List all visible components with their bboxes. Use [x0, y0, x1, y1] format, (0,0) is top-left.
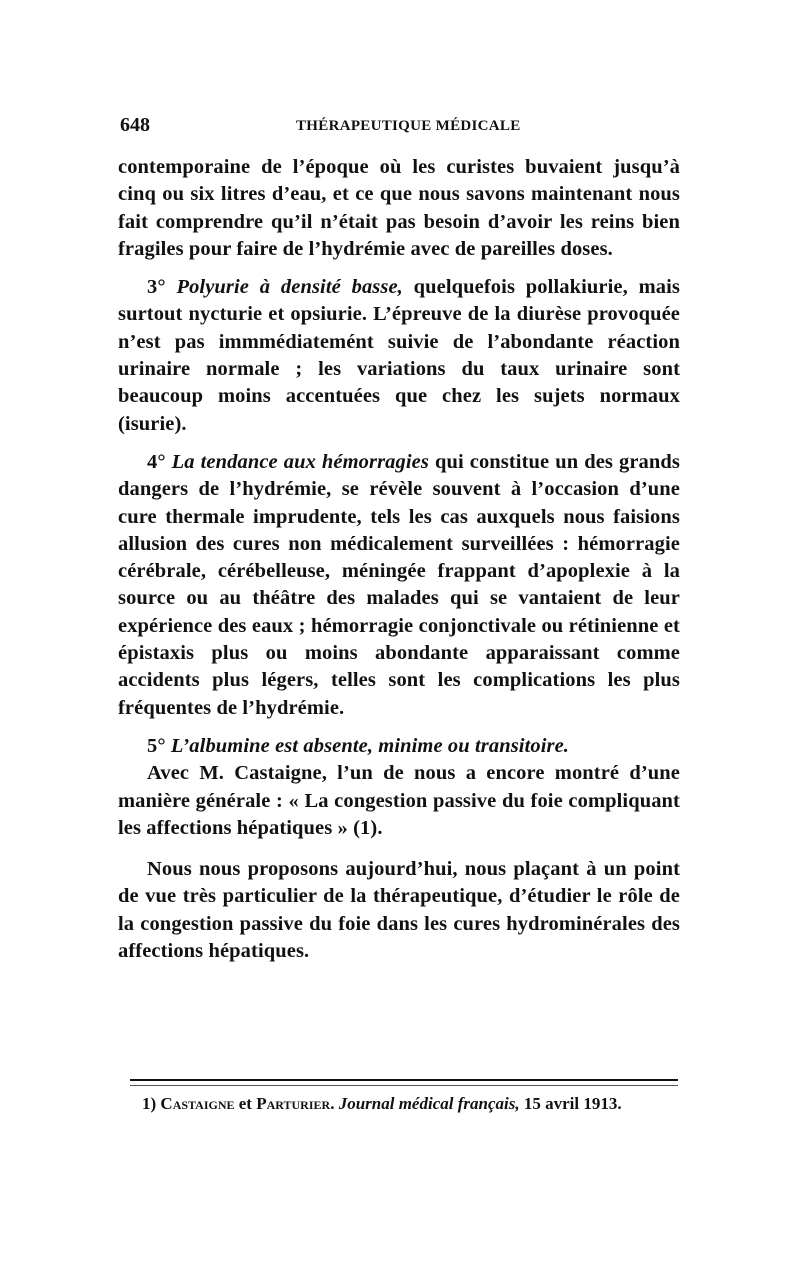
item-title: Polyurie à densité basse, [176, 276, 403, 299]
footnote-divider-thin [130, 1085, 678, 1086]
footnote-date: 15 avril 1913. [519, 1094, 622, 1113]
paragraph-polyuria [118, 274, 680, 438]
footnote-separator: . [330, 1094, 339, 1113]
paragraph-albumin [118, 733, 680, 760]
paragraph-proposal: Nous nous proposons aujourd’hui, nous plaçant à un point de vue très particulier de la thérapeutique, d’étudier le rôle de la congestion passive du foie dans les cures hydrominérales des affections hépatiques. [118, 858, 680, 963]
footnote-marker: 1) [142, 1094, 157, 1113]
paragraph-hemorrhages [118, 449, 680, 722]
item-text: quelquefois pollakiurie, mais surtout nycturie et opsiurie. L’épreuve de la diurèse provoquée n’est pas immmédiatemént suivie de l’abondante réaction urinaire normale ; les variations du taux urinaire sont beaucoup moins accentuées que chez les sujets normaux (isurie). [118, 276, 680, 435]
footnote [142, 1094, 682, 1114]
item-number: 3° [147, 276, 166, 299]
running-title: THÉRAPEUTIQUE MÉDICALE [296, 118, 521, 134]
item-number: 4° [147, 450, 166, 473]
footnote-author: Parturier [256, 1094, 331, 1113]
footnote-journal: Journal médical français, [338, 1094, 520, 1113]
item-number: 5° [147, 734, 166, 757]
item-title: La tendance aux hémorragies [171, 450, 429, 473]
body-text [118, 154, 680, 965]
footnote-author: Castaigne [160, 1094, 235, 1113]
item-title: L’albumine est absente, minime ou transitoire. [170, 734, 570, 757]
item-text: qui constitue un des grands dangers de l’hydrémie, se révèle souvent à l’occasion d’une cure thermale imprudente, tels les cas auxquels nous faisions allusion des cures non médicalement surveillées : hémorragie cérébrale, cérébelleuse, méningée frappant d’apoplexie à la source ou au théâtre des malades qui se vantaient de leur expérience des eaux ; hémorragie conjonctivale ou rétinienne et épistaxis plus ou moins abondante apparaissant comme accidents plus légers, telles sont les complications les plus fréquentes de l’hydrémie. [118, 450, 680, 719]
footnote-conjunction: et [234, 1094, 257, 1113]
paragraph-continuation: contemporaine de l’époque où les curistes buvaient jusqu’à cinq ou six litres d’eau, et ce que nous savons maintenant nous fait comprendre qu’il n’était pas besoin d’avoir les reins bien fragiles pour faire de l’hydrémie avec de pareilles doses. [118, 156, 680, 260]
footnote-divider [130, 1079, 678, 1081]
page-number: 648 [120, 114, 150, 136]
page-header [118, 114, 680, 139]
paragraph-castaigne: Avec M. Castaigne, l’un de nous a encore montré d’une manière générale : « La congestion passive du foie compliquant les affections hépatiques » (1). [118, 762, 680, 839]
